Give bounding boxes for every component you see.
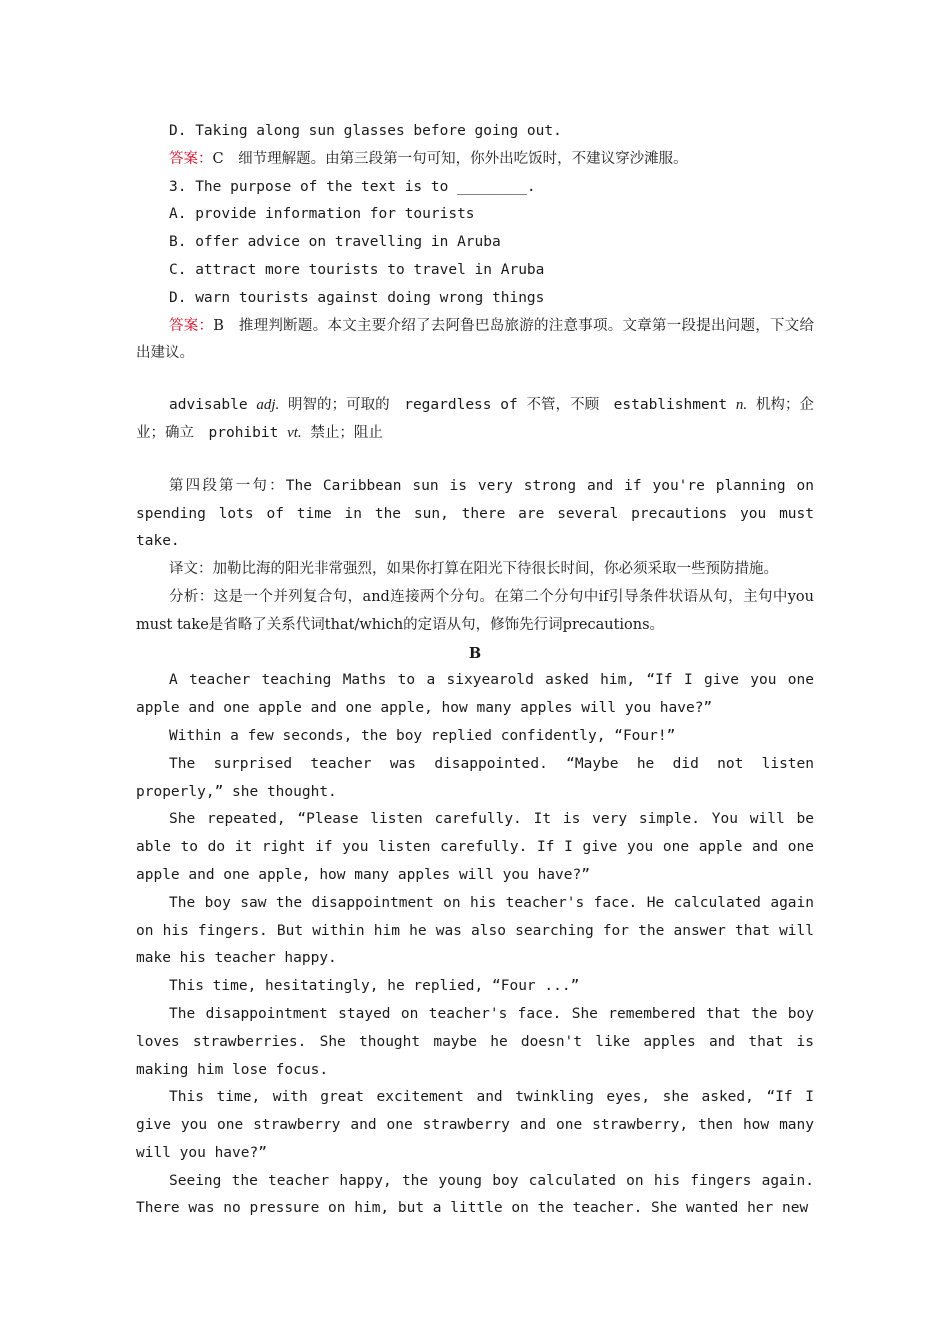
answer-label: 答案： bbox=[169, 317, 214, 334]
analysis-explanation: 分析：这是一个并列复合句，and连接两个分句。在第二个分句中if引导条件状语从句，主句中you must take是省略了关系代词that/which的定语从句，修饰先行词precautions。 bbox=[136, 588, 814, 633]
vocab-pos: adj. bbox=[256, 397, 280, 414]
vocab-pos: n. bbox=[735, 397, 748, 414]
q3-option-d: D. warn tourists against doing wrong things bbox=[169, 289, 545, 306]
vocab-pos: vt. bbox=[287, 424, 302, 441]
q3-answer bbox=[136, 313, 814, 369]
vocab-word: advisable bbox=[169, 397, 257, 414]
passage-paragraph: Seeing the teacher happy, the young boy calculated on his fingers again. There was no pressure on him, but a little on the teacher. She wanted her new bbox=[136, 1172, 814, 1217]
analysis-translation: 译文：加勒比海的阳光非常强烈，如果你打算在阳光下待很长时间，你必须采取一些预防措施。 bbox=[169, 561, 778, 578]
q3-stem: 3. The purpose of the text is to ________. bbox=[169, 178, 536, 195]
q2-option-d: D. Taking along sun glasses before going out. bbox=[169, 123, 562, 139]
vocab-definition: 机构；企业；确立 prohibit bbox=[136, 397, 814, 441]
passage-heading: B bbox=[468, 644, 482, 662]
answer-text: C 细节理解题。由第三段第一句可知，你外出吃饭时，不建议穿沙滩服。 bbox=[212, 150, 688, 167]
q3-option-b: B. offer advice on travelling in Aruba bbox=[169, 234, 501, 251]
q3-option-c: C. attract more tourists to travel in Aruba bbox=[169, 261, 545, 278]
q2-answer bbox=[136, 146, 814, 174]
answer-label: 答案： bbox=[169, 150, 213, 167]
vocab-definition: 明智的；可取的 regardless of 不管，不顾 establishment bbox=[279, 397, 736, 414]
passage-paragraph: Within a few seconds, the boy replied confidently, “Four!” bbox=[169, 727, 676, 744]
q3-option-a: A. provide information for tourists bbox=[169, 206, 475, 223]
passage-paragraph: She repeated, “Please listen carefully. It is very simple. You will be able to do it right if you listen carefully. If I give you one apple and one apple and one apple, how many apples will you have?” bbox=[136, 811, 814, 883]
analysis-sentence: 第四段第一句：The Caribbean sun is very strong and if you're planning on spending lots of time in the sun, there are several precautions you must take. bbox=[136, 477, 814, 550]
passage-paragraph: A teacher teaching Maths to a sixyearold asked him, “If I give you one apple and one apple and one apple, how many apples will you have?” bbox=[136, 672, 814, 717]
passage-paragraph: This time, with great excitement and twinkling eyes, she asked, “If I give you one strawberry and one strawberry and one strawberry, then how many will you have?” bbox=[136, 1089, 814, 1161]
passage-paragraph: The boy saw the disappointment on his teacher's face. He calculated again on his fingers. But within him he was also searching for the answer that will make his teacher happy. bbox=[136, 894, 814, 967]
vocabulary-list bbox=[136, 392, 814, 448]
passage-paragraph: The surprised teacher was disappointed. “Maybe he did not listen properly,” she thought. bbox=[136, 755, 814, 800]
answer-text: B 推理判断题。本文主要介绍了去阿鲁巴岛旅游的注意事项。文章第一段提出问题，下文给出建议。 bbox=[136, 317, 815, 362]
document-page bbox=[136, 118, 814, 1223]
passage-paragraph: This time, hesitatingly, he replied, “Four ...” bbox=[169, 978, 580, 995]
passage-paragraph: The disappointment stayed on teacher's face. She remembered that the boy loves strawberries. She thought maybe he doesn't like apples and that is making him lose focus. bbox=[136, 1005, 814, 1078]
vocab-definition: 禁止；阻止 bbox=[301, 424, 383, 441]
